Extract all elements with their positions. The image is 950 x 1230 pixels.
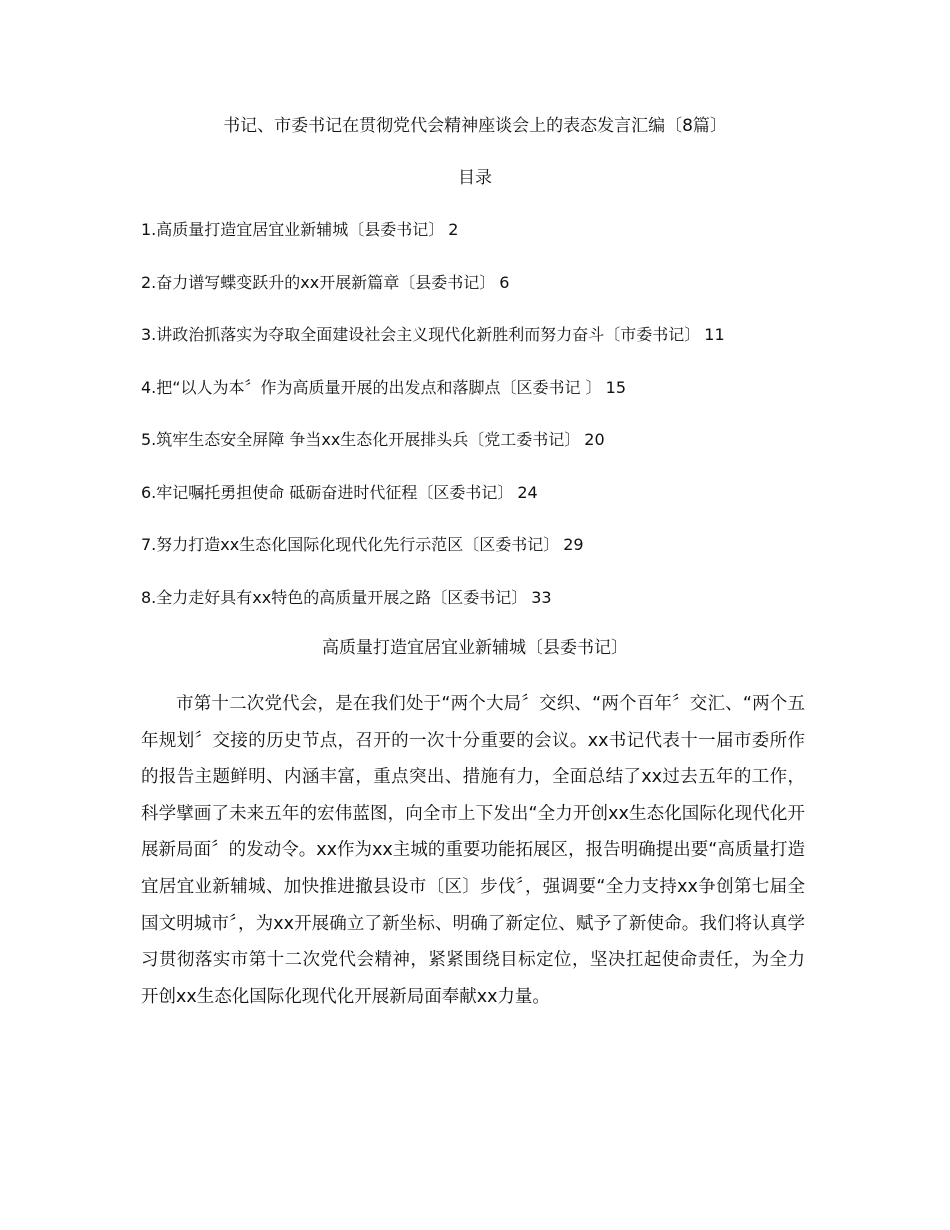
toc-item[interactable]: [141, 376, 831, 400]
body-paragraph: 市第十二次党代会，是在我们处于“两个大局〞交织、“两个百年〞交汇、“两个五年规划〞交接的历史节点，召开的一次十分重要的会议。xx书记代表十一届市委所作的报告主题鲜明、内涵丰富，重点突出、措施有力，全面总结了xx过去五年的工作，科学擘画了未来五年的宏伟蓝图，向全市上下发出“全力开创xx生态化国际化现代化开展新局面〞的发动令。xx作为xx主城的重要功能拓展区，报告明确提出要“高质量打造宜居宜业新辅城、加快推进撤县设市〔区〕步伐〞，强调要“全力支持xx争创第七届全国文明城市〞，为xx开展确立了新坐标、明确了新定位、赋予了新使命。我们将认真学习贯彻落实市第十二次党代会精神，紧紧围绕目标定位，坚决扛起使命责任，为全力开创xx生态化国际化现代化开展新局面奉献xx力量。: [141, 694, 805, 1007]
toc-item-text: 2.奋力谱写蝶变跃升的xx开展新篇章〔县委书记〕: [141, 272, 496, 292]
toc-item-text: 1.高质量打造宜居宜业新辅城〔县委书记〕: [141, 220, 445, 239]
document-title: 书记、市委书记在贯彻党代会精神座谈会上的表态发言汇编〔8篇〕: [223, 116, 727, 136]
toc-item-text: 8.全力走好具有xx特色的高质量开展之路〔区委书记〕: [141, 587, 528, 607]
toc-item-page: 24: [517, 482, 538, 502]
toc-item-text: 4.把“以人为本〞作为高质量开展的出发点和落脚点〔区委书记 〕: [141, 377, 602, 397]
toc-item[interactable]: [141, 271, 831, 295]
toc-item-page: 29: [563, 535, 584, 554]
toc-item-page: 20: [584, 430, 605, 449]
toc-item[interactable]: [141, 218, 831, 242]
toc-item-text: 3.讲政治抓落实为夺取全面建设社会主义现代化新胜利而努力奋斗〔市委书记〕: [141, 325, 701, 344]
toc-item[interactable]: [141, 428, 831, 452]
toc-item-page: 6: [499, 272, 510, 292]
table-of-contents: [141, 218, 831, 638]
toc-item[interactable]: [141, 586, 831, 610]
toc-item-page: 15: [605, 377, 627, 397]
toc-item-text: 6.牢记嘱托勇担使命 砥砺奋进时代征程〔区委书记〕: [141, 482, 514, 502]
toc-item[interactable]: [141, 323, 831, 347]
toc-item-page: 2: [448, 220, 459, 239]
toc-heading: 目录: [458, 168, 492, 188]
toc-item[interactable]: [141, 533, 831, 557]
toc-item-text: 7.努力打造xx生态化国际化现代化先行示范区〔区委书记〕: [141, 535, 560, 554]
toc-item[interactable]: [141, 481, 831, 505]
toc-item-page: 33: [531, 587, 552, 607]
section-title: 高质量打造宜居宜业新辅城〔县委书记〕: [322, 638, 628, 658]
toc-item-text: 5.筑牢生态安全屏障 争当xx生态化开展排头兵〔党工委书记〕: [141, 430, 581, 449]
toc-item-page: 11: [704, 325, 725, 344]
